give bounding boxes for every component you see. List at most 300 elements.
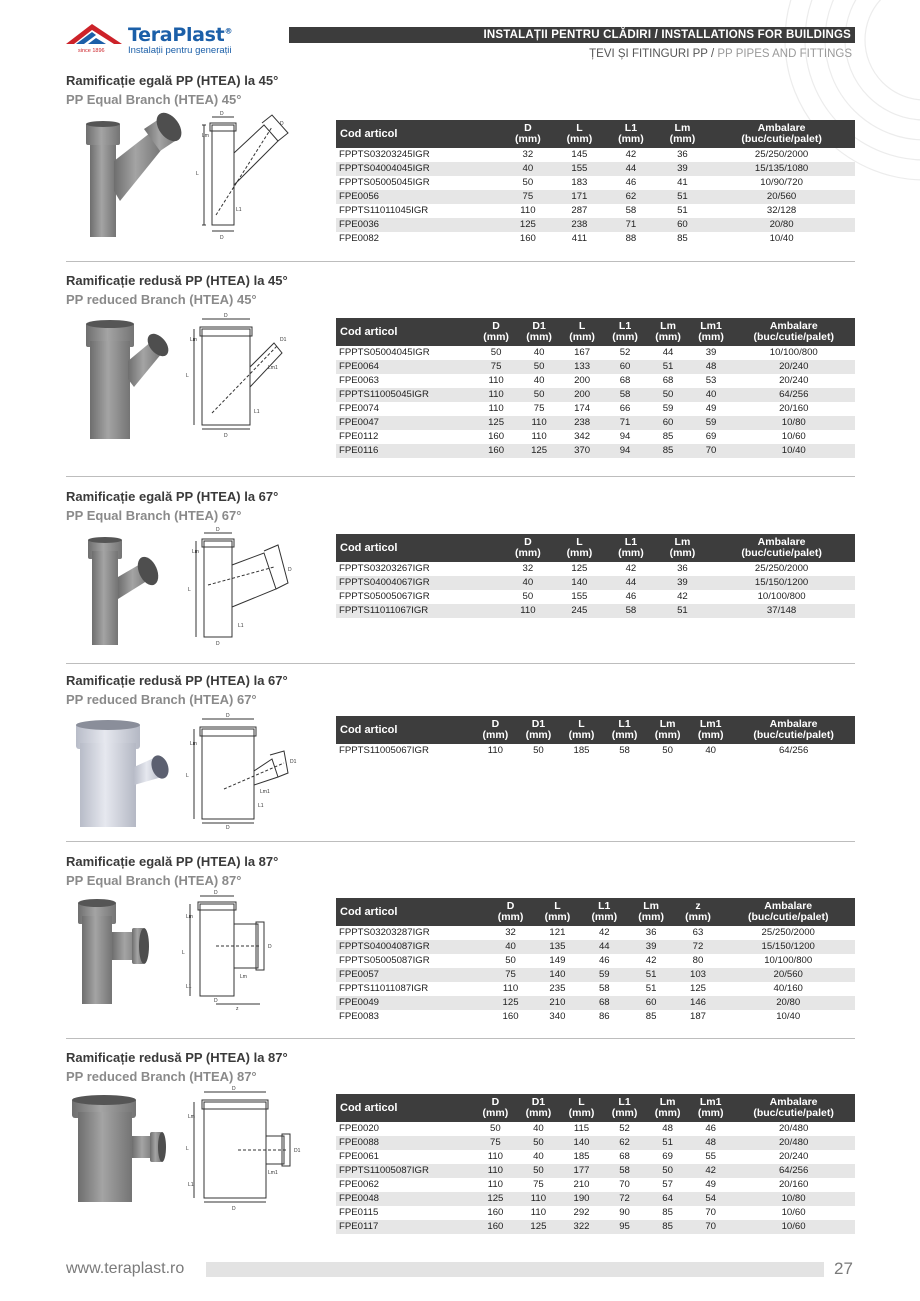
table-cell: 10/60 bbox=[732, 1220, 855, 1234]
cell-cod-articol: FPE0115 bbox=[339, 1207, 379, 1218]
technical-drawing bbox=[184, 713, 304, 831]
section-reduced-branch-45 bbox=[66, 273, 855, 478]
table-cell: 53 bbox=[705, 375, 717, 386]
section-separator bbox=[66, 841, 855, 842]
dim-Lm: Lm bbox=[202, 133, 209, 139]
table-cell: 110 bbox=[488, 375, 504, 386]
table-cell: 10/40 bbox=[776, 1011, 801, 1022]
table-cell: 185 bbox=[573, 1151, 590, 1162]
table-cell: 64/256 bbox=[732, 1164, 855, 1178]
table-cell: 70 bbox=[689, 1220, 732, 1234]
table-cell: 110 bbox=[475, 388, 518, 402]
table-cell: 125 bbox=[474, 1192, 517, 1206]
page-number: 27 bbox=[834, 1259, 853, 1278]
table-cell: 70 bbox=[705, 1207, 717, 1218]
table-cell: 15/150/1200 bbox=[721, 940, 855, 954]
table-cell: 85 bbox=[646, 1220, 689, 1234]
table-cell: 50 bbox=[490, 1123, 501, 1134]
table-cell: 125 bbox=[475, 416, 518, 430]
cell-cod-articol: FPE0082 bbox=[339, 233, 380, 244]
table-row bbox=[336, 204, 855, 218]
table-cell: 39 bbox=[705, 347, 717, 358]
table-cell: 140 bbox=[534, 968, 581, 982]
col-lm: Lm (mm) bbox=[646, 716, 689, 744]
table-cell: 40 bbox=[533, 1151, 544, 1162]
table-cell: 36 bbox=[677, 149, 688, 160]
col-l1: L1 (mm) bbox=[605, 534, 657, 562]
col-cod-articol: Cod articol bbox=[336, 716, 474, 744]
table-cell: 50 bbox=[646, 1164, 689, 1178]
table-row bbox=[336, 1220, 855, 1234]
table-cell: 75 bbox=[474, 1136, 517, 1150]
table-cell: 10/80 bbox=[732, 1192, 855, 1206]
table-cell: 10/60 bbox=[781, 1207, 806, 1218]
table-row bbox=[336, 562, 855, 576]
section-separator bbox=[66, 663, 855, 664]
cell-cod-articol: FPE0116 bbox=[336, 444, 475, 458]
table-cell: 75 bbox=[502, 190, 554, 204]
dim-Lm: Lm bbox=[188, 1114, 195, 1120]
cell-cod-articol: FPE0083 bbox=[339, 1011, 380, 1022]
dim-D-bottom: D bbox=[232, 1206, 236, 1212]
col-l: L (mm) bbox=[554, 120, 606, 148]
col-ambalare: Ambalare (buc/cutie/palet) bbox=[721, 898, 855, 926]
dim-D: D bbox=[214, 890, 218, 896]
dim-L1: L1 bbox=[238, 623, 244, 629]
table-cell: 59 bbox=[690, 416, 733, 430]
cell-cod-articol: FPE0020 bbox=[339, 1123, 380, 1134]
table-cell: 40 bbox=[487, 940, 534, 954]
table-cell: 58 bbox=[598, 983, 610, 994]
dim-D: D bbox=[220, 111, 224, 117]
table-cell: 40 bbox=[705, 745, 717, 756]
spec-table bbox=[336, 318, 855, 458]
cell-cod-articol: FPE0049 bbox=[336, 996, 487, 1010]
dim-Lm1: Lm1 bbox=[268, 365, 278, 371]
table-row bbox=[336, 744, 855, 758]
table-cell: 36 bbox=[677, 563, 688, 574]
table-cell: 10/100/800 bbox=[757, 591, 806, 602]
footer-website-link[interactable]: www.teraplast.ro bbox=[66, 1260, 185, 1277]
table-cell: 20/80 bbox=[721, 996, 855, 1010]
table-cell: 125 bbox=[502, 218, 554, 232]
dim-L: L bbox=[182, 950, 185, 956]
table-cell: 292 bbox=[573, 1207, 590, 1218]
table-cell: 342 bbox=[574, 431, 591, 442]
table-cell: 72 bbox=[603, 1192, 646, 1206]
spec-table bbox=[336, 716, 855, 758]
table-cell: 125 bbox=[571, 563, 588, 574]
section-reduced-branch-87 bbox=[66, 1050, 855, 1246]
dim-L: L bbox=[186, 773, 189, 779]
table-cell: 160 bbox=[488, 431, 505, 442]
table-row bbox=[336, 996, 855, 1010]
dim-Lm: Lm bbox=[190, 741, 197, 747]
table-cell: 25/250/2000 bbox=[754, 563, 809, 574]
dim-L1: L1 bbox=[236, 207, 242, 213]
table-cell: 51 bbox=[677, 205, 688, 216]
cell-cod-articol: FPPTS11011087IGR bbox=[339, 983, 429, 994]
table-cell: 44 bbox=[581, 940, 628, 954]
table-cell: 69 bbox=[662, 1151, 673, 1162]
col-d: D (mm) bbox=[475, 318, 518, 346]
cell-cod-articol: FPPTS03203245IGR bbox=[339, 149, 430, 160]
col-l1: L1 (mm) bbox=[605, 120, 657, 148]
table-cell: 75 bbox=[475, 360, 518, 374]
cell-cod-articol: FPE0048 bbox=[336, 1192, 474, 1206]
table-row bbox=[336, 1150, 855, 1164]
table-cell: 245 bbox=[554, 604, 606, 618]
section-separator bbox=[66, 261, 855, 262]
table-cell: 210 bbox=[534, 996, 581, 1010]
cell-cod-articol: FPPTS11011045IGR bbox=[339, 205, 429, 216]
table-cell: 52 bbox=[619, 1123, 630, 1134]
dim-D1: D1 bbox=[294, 1148, 301, 1154]
col-d1: D1 (mm) bbox=[518, 318, 561, 346]
section-separator bbox=[66, 476, 855, 477]
cell-cod-articol: FPE0063 bbox=[339, 375, 380, 386]
table-cell: 42 bbox=[625, 149, 637, 160]
col-ambalare: Ambalare (buc/cutie/palet) bbox=[708, 534, 855, 562]
cell-cod-articol: FPE0074 bbox=[339, 403, 380, 414]
table-cell: 135 bbox=[534, 940, 581, 954]
cell-cod-articol: FPE0036 bbox=[336, 218, 502, 232]
table-cell: 238 bbox=[554, 218, 606, 232]
table-cell: 160 bbox=[519, 233, 536, 244]
table-cell: 48 bbox=[662, 1123, 673, 1134]
col-lm1: Lm1 (mm) bbox=[689, 716, 732, 744]
table-cell: 10/80 bbox=[733, 416, 855, 430]
table-row bbox=[336, 176, 855, 190]
table-cell: 68 bbox=[581, 996, 628, 1010]
table-cell: 183 bbox=[571, 177, 588, 188]
spec-table bbox=[336, 898, 855, 1024]
dim-D: D bbox=[226, 713, 230, 719]
section-reduced-branch-67 bbox=[66, 673, 855, 845]
table-cell: 145 bbox=[571, 149, 588, 160]
table-row bbox=[336, 430, 855, 444]
table-cell: 200 bbox=[561, 388, 604, 402]
table-cell: 62 bbox=[605, 190, 657, 204]
col-lm: Lm (mm) bbox=[628, 898, 675, 926]
table-cell: 80 bbox=[692, 955, 704, 966]
product-photo bbox=[76, 900, 172, 1008]
col-l1: L1 (mm) bbox=[604, 318, 647, 346]
section-title-en: PP Equal Branch (HTEA) 67° bbox=[66, 508, 242, 523]
table-cell: 125 bbox=[517, 1220, 560, 1234]
table-cell: 46 bbox=[625, 591, 637, 602]
dim-Lm: Lm bbox=[190, 337, 197, 343]
dim-L1: L1 bbox=[254, 409, 260, 415]
technical-drawing bbox=[178, 1086, 308, 1212]
table-cell: 51 bbox=[628, 968, 675, 982]
table-cell: 160 bbox=[502, 1011, 519, 1022]
table-cell: 94 bbox=[619, 431, 631, 442]
table-cell: 51 bbox=[657, 604, 709, 618]
cell-cod-articol: FPPTS04004045IGR bbox=[336, 162, 502, 176]
table-cell: 160 bbox=[474, 1220, 517, 1234]
technical-drawing bbox=[184, 313, 294, 439]
col-lm: Lm (mm) bbox=[657, 120, 709, 148]
table-row bbox=[336, 1192, 855, 1206]
table-cell: 110 bbox=[531, 431, 547, 442]
table-cell: 39 bbox=[657, 576, 709, 590]
table-row bbox=[336, 968, 855, 982]
table-cell: 110 bbox=[487, 1179, 504, 1190]
table-cell: 110 bbox=[487, 1151, 504, 1162]
section-title-en: PP reduced Branch (HTEA) 67° bbox=[66, 692, 257, 707]
col-d1: D1 (mm) bbox=[517, 1094, 560, 1122]
section-title-ro: Ramificație redusă PP (HTEA) la 45° bbox=[66, 273, 288, 288]
section-title-ro: Ramificație egală PP (HTEA) la 45° bbox=[66, 73, 279, 88]
table-row bbox=[336, 590, 855, 604]
cell-cod-articol: FPPTS11005067IGR bbox=[339, 745, 429, 756]
col-cod-articol: Cod articol bbox=[336, 120, 502, 148]
table-cell: 50 bbox=[522, 177, 534, 188]
dim-D-bottom: D bbox=[220, 235, 224, 241]
brand-name: TeraPlast® bbox=[128, 24, 233, 46]
table-cell: 50 bbox=[662, 745, 673, 756]
table-row bbox=[336, 232, 855, 246]
dim-D: D bbox=[216, 527, 220, 533]
table-cell: 10/40 bbox=[769, 233, 794, 244]
col-lm1: Lm1 (mm) bbox=[689, 1094, 732, 1122]
table-cell: 75 bbox=[533, 1179, 544, 1190]
product-photo bbox=[72, 1096, 182, 1206]
table-cell: 50 bbox=[518, 388, 561, 402]
table-cell: 411 bbox=[571, 233, 588, 244]
section-title-en: PP reduced Branch (HTEA) 45° bbox=[66, 292, 257, 307]
table-cell: 52 bbox=[619, 347, 631, 358]
table-cell: 10/60 bbox=[781, 431, 806, 442]
table-cell: 60 bbox=[604, 360, 647, 374]
cell-cod-articol: FPPTS03203287IGR bbox=[339, 927, 430, 938]
table-cell: 20/80 bbox=[708, 218, 855, 232]
table-cell: 50 bbox=[517, 1136, 560, 1150]
table-cell: 71 bbox=[605, 218, 657, 232]
table-cell: 68 bbox=[662, 375, 674, 386]
table-cell: 103 bbox=[675, 968, 722, 982]
table-cell: 70 bbox=[619, 1179, 630, 1190]
section-title-en: PP reduced Branch (HTEA) 87° bbox=[66, 1069, 257, 1084]
table-cell: 85 bbox=[647, 444, 690, 458]
table-cell: 40 bbox=[533, 375, 545, 386]
table-cell: 50 bbox=[647, 388, 690, 402]
dim-L: L bbox=[186, 1146, 189, 1152]
category-header-bar: INSTALAȚII PENTRU CLĂDIRI / INSTALLATIONS FOR BUILDINGS bbox=[289, 27, 855, 43]
table-cell: 42 bbox=[645, 955, 657, 966]
col-l1: L1 (mm) bbox=[581, 898, 628, 926]
dim-D: D bbox=[224, 313, 228, 319]
table-cell: 64/256 bbox=[733, 388, 855, 402]
table-cell: 51 bbox=[657, 190, 709, 204]
product-photo bbox=[78, 321, 188, 441]
table-cell: 60 bbox=[657, 218, 709, 232]
col-cod-articol: Cod articol bbox=[336, 1094, 474, 1122]
table-cell: 58 bbox=[619, 745, 630, 756]
dim-D-bottom: D bbox=[224, 433, 228, 439]
section-title-ro: Ramificație egală PP (HTEA) la 67° bbox=[66, 489, 279, 504]
section-title-ro: Ramificație redusă PP (HTEA) la 67° bbox=[66, 673, 288, 688]
table-cell: 125 bbox=[487, 996, 534, 1010]
table-row bbox=[336, 374, 855, 388]
teraplast-logo bbox=[66, 24, 246, 58]
table-cell: 40 bbox=[690, 388, 733, 402]
col-d: D (mm) bbox=[502, 534, 554, 562]
table-row bbox=[336, 1206, 855, 1220]
table-cell: 146 bbox=[675, 996, 722, 1010]
table-cell: 110 bbox=[502, 604, 554, 618]
dim-D-bottom: D bbox=[216, 641, 220, 647]
cell-cod-articol: FPE0056 bbox=[336, 190, 502, 204]
table-cell: 46 bbox=[625, 177, 637, 188]
table-cell: 187 bbox=[689, 1011, 706, 1022]
roof-logo-icon bbox=[66, 24, 122, 50]
dim-L1: L1 bbox=[186, 984, 192, 990]
table-cell: 140 bbox=[554, 576, 606, 590]
dim-Lm: Lm bbox=[192, 549, 199, 555]
table-row bbox=[336, 604, 855, 618]
table-cell: 69 bbox=[705, 431, 717, 442]
table-cell: 110 bbox=[474, 1164, 517, 1178]
table-cell: 42 bbox=[677, 591, 688, 602]
table-cell: 125 bbox=[689, 983, 706, 994]
dim-D: D bbox=[232, 1086, 236, 1092]
table-cell: 50 bbox=[522, 591, 534, 602]
table-row bbox=[336, 416, 855, 430]
table-row bbox=[336, 346, 855, 360]
cell-cod-articol: FPPTS11005045IGR bbox=[336, 388, 475, 402]
cell-cod-articol: FPPTS11005087IGR bbox=[336, 1164, 474, 1178]
col-l: L (mm) bbox=[534, 898, 581, 926]
cell-cod-articol: FPPTS11011067IGR bbox=[336, 604, 502, 618]
table-cell: 190 bbox=[560, 1192, 603, 1206]
table-cell: 44 bbox=[662, 347, 674, 358]
table-cell: 48 bbox=[689, 1136, 732, 1150]
table-cell: 85 bbox=[662, 431, 674, 442]
cell-cod-articol: FPPTS05004045IGR bbox=[339, 347, 430, 358]
col-cod-articol: Cod articol bbox=[336, 318, 475, 346]
table-row bbox=[336, 1122, 855, 1136]
section-title-ro: Ramificație redusă PP (HTEA) la 87° bbox=[66, 1050, 288, 1065]
table-row bbox=[336, 1178, 855, 1192]
technical-drawing bbox=[170, 890, 290, 1012]
table-cell: 133 bbox=[561, 360, 604, 374]
table-cell: 40/160 bbox=[773, 983, 803, 994]
cell-cod-articol: FPPTS04004067IGR bbox=[336, 576, 502, 590]
cell-cod-articol: FPE0062 bbox=[339, 1179, 380, 1190]
section-equal-branch-45 bbox=[66, 73, 855, 263]
table-cell: 64 bbox=[646, 1192, 689, 1206]
technical-drawing bbox=[194, 111, 294, 241]
table-cell: 41 bbox=[677, 177, 688, 188]
table-cell: 42 bbox=[689, 1164, 732, 1178]
table-cell: 63 bbox=[692, 927, 704, 938]
table-cell: 32 bbox=[522, 149, 534, 160]
table-cell: 51 bbox=[647, 360, 690, 374]
table-cell: 58 bbox=[604, 388, 647, 402]
spec-table bbox=[336, 1094, 855, 1234]
section-title-ro: Ramificație egală PP (HTEA) la 87° bbox=[66, 854, 279, 869]
section-equal-branch-87 bbox=[66, 854, 855, 1040]
table-cell: 71 bbox=[604, 416, 647, 430]
table-cell: 85 bbox=[677, 233, 688, 244]
table-cell: 39 bbox=[628, 940, 675, 954]
table-cell: 62 bbox=[603, 1136, 646, 1150]
table-cell: 86 bbox=[598, 1011, 610, 1022]
table-row bbox=[336, 1010, 855, 1024]
dim-Lm: Lm bbox=[186, 914, 193, 920]
table-cell: 15/135/1080 bbox=[708, 162, 855, 176]
col-lm: Lm (mm) bbox=[657, 534, 709, 562]
table-row bbox=[336, 982, 855, 996]
table-cell: 121 bbox=[549, 927, 566, 938]
table-cell: 50 bbox=[505, 955, 516, 966]
table-cell: 75 bbox=[487, 968, 534, 982]
table-cell: 20/560 bbox=[721, 968, 855, 982]
table-cell: 46 bbox=[705, 1123, 717, 1134]
table-cell: 322 bbox=[560, 1220, 603, 1234]
cell-cod-articol: FPE0117 bbox=[336, 1220, 474, 1234]
table-cell: 68 bbox=[619, 375, 631, 386]
table-cell: 174 bbox=[574, 403, 591, 414]
cell-cod-articol: FPE0047 bbox=[336, 416, 475, 430]
col-l: L (mm) bbox=[561, 318, 604, 346]
table-cell: 32 bbox=[505, 927, 516, 938]
table-cell: 57 bbox=[662, 1179, 673, 1190]
table-cell: 20/560 bbox=[708, 190, 855, 204]
spec-table bbox=[336, 120, 855, 246]
col-cod-articol: Cod articol bbox=[336, 898, 487, 926]
table-cell: 115 bbox=[573, 1123, 590, 1134]
table-cell: 40 bbox=[533, 1123, 544, 1134]
table-cell: 40 bbox=[502, 576, 554, 590]
table-cell: 66 bbox=[619, 403, 631, 414]
cell-cod-articol: FPPTS05005067IGR bbox=[339, 591, 430, 602]
table-cell: 40 bbox=[502, 162, 554, 176]
col-lm: Lm (mm) bbox=[646, 1094, 689, 1122]
table-cell: 155 bbox=[571, 591, 588, 602]
cell-cod-articol: FPE0064 bbox=[336, 360, 475, 374]
table-cell: 340 bbox=[549, 1011, 566, 1022]
section-title-en: PP Equal Branch (HTEA) 87° bbox=[66, 873, 242, 888]
table-cell: 238 bbox=[561, 416, 604, 430]
table-cell: 110 bbox=[520, 205, 536, 216]
cell-cod-articol: FPE0112 bbox=[339, 431, 379, 442]
table-row bbox=[336, 926, 855, 940]
dim-D-branch: D bbox=[268, 944, 272, 950]
table-cell: 94 bbox=[604, 444, 647, 458]
table-cell: 42 bbox=[625, 563, 637, 574]
table-cell: 110 bbox=[502, 983, 519, 994]
table-cell: 68 bbox=[619, 1151, 630, 1162]
cell-cod-articol: FPPTS04004087IGR bbox=[336, 940, 487, 954]
col-l1: L1 (mm) bbox=[603, 716, 646, 744]
table-cell: 40 bbox=[533, 347, 545, 358]
table-cell: 70 bbox=[690, 444, 733, 458]
table-cell: 235 bbox=[549, 983, 566, 994]
table-cell: 60 bbox=[628, 996, 675, 1010]
table-cell: 370 bbox=[561, 444, 604, 458]
table-cell: 44 bbox=[605, 576, 657, 590]
table-cell: 37/148 bbox=[708, 604, 855, 618]
dim-L1: L1 bbox=[188, 1182, 194, 1188]
table-cell: 160 bbox=[487, 1207, 504, 1218]
table-cell: 171 bbox=[554, 190, 606, 204]
table-cell: 110 bbox=[488, 403, 504, 414]
col-l1: L1 (mm) bbox=[603, 1094, 646, 1122]
col-z: z (mm) bbox=[675, 898, 722, 926]
